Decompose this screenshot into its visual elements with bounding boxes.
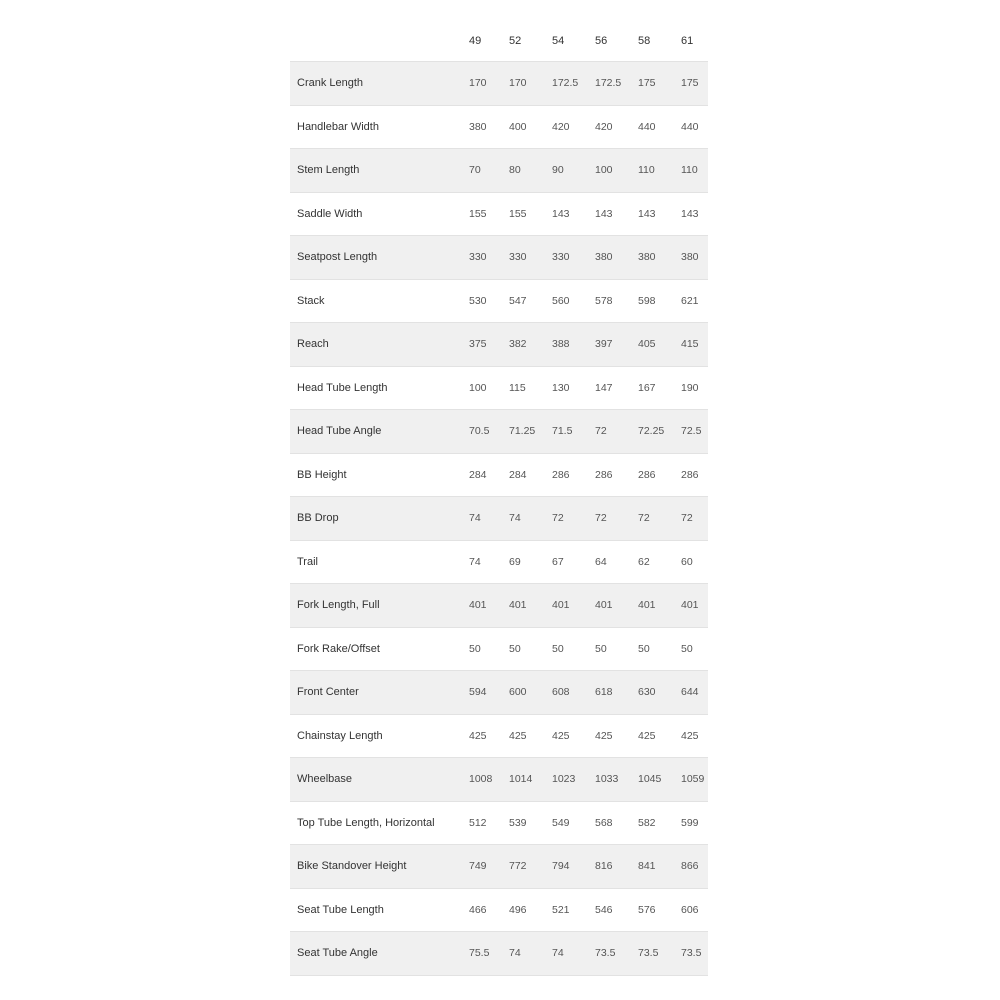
table-cell: 1045 xyxy=(638,773,662,786)
size-header-5: 61 xyxy=(681,34,694,47)
table-cell: 72 xyxy=(595,512,607,525)
table-cell: 286 xyxy=(595,468,613,481)
table-cell: 70 xyxy=(469,164,481,177)
table-cell: 630 xyxy=(638,686,656,699)
table-cell: 72 xyxy=(681,512,693,525)
table-cell: 425 xyxy=(552,729,570,742)
table-cell: 401 xyxy=(681,599,699,612)
table-cell: 382 xyxy=(509,338,527,351)
table-cell: 401 xyxy=(552,599,570,612)
row-label: Crank Length xyxy=(297,77,364,90)
table-cell: 425 xyxy=(638,729,656,742)
size-header-1: 52 xyxy=(509,34,522,47)
row-label: Stack xyxy=(297,294,325,307)
table-cell: 400 xyxy=(509,120,527,133)
table-cell: 72.5 xyxy=(681,425,702,438)
table-cell: 72 xyxy=(552,512,564,525)
table-cell: 75.5 xyxy=(469,947,490,960)
table-cell: 599 xyxy=(681,816,699,829)
table-cell: 50 xyxy=(638,642,650,655)
table-cell: 425 xyxy=(469,729,487,742)
table-row xyxy=(290,758,708,802)
table-cell: 100 xyxy=(469,381,487,394)
row-label: BB Drop xyxy=(297,512,339,525)
table-cell: 73.5 xyxy=(595,947,616,960)
table-cell: 1059 xyxy=(681,773,705,786)
row-label: Head Tube Length xyxy=(297,381,388,394)
table-cell: 100 xyxy=(595,164,613,177)
table-cell: 74 xyxy=(552,947,564,960)
row-label: Front Center xyxy=(297,686,359,699)
table-cell: 50 xyxy=(469,642,481,655)
table-row xyxy=(290,541,708,585)
table-cell: 866 xyxy=(681,860,699,873)
table-row xyxy=(290,584,708,628)
table-cell: 190 xyxy=(681,381,699,394)
table-row xyxy=(290,454,708,498)
table-cell: 330 xyxy=(509,251,527,264)
table-cell: 547 xyxy=(509,294,527,307)
table-row xyxy=(290,628,708,672)
table-cell: 143 xyxy=(595,207,613,220)
table-cell: 286 xyxy=(681,468,699,481)
row-label: Seatpost Length xyxy=(297,251,378,264)
table-row xyxy=(290,410,708,454)
row-label: Top Tube Length, Horizontal xyxy=(297,816,435,829)
table-row xyxy=(290,236,708,280)
table-cell: 1033 xyxy=(595,773,619,786)
table-cell: 70.5 xyxy=(469,425,490,438)
table-cell: 71.5 xyxy=(552,425,573,438)
table-cell: 415 xyxy=(681,338,699,351)
table-cell: 74 xyxy=(509,512,521,525)
table-cell: 606 xyxy=(681,903,699,916)
table-cell: 155 xyxy=(469,207,487,220)
table-cell: 286 xyxy=(638,468,656,481)
table-row xyxy=(290,715,708,759)
table-cell: 375 xyxy=(469,338,487,351)
size-header-row xyxy=(290,20,708,62)
table-cell: 74 xyxy=(469,555,481,568)
table-cell: 175 xyxy=(681,77,699,90)
row-label: Handlebar Width xyxy=(297,120,379,133)
table-cell: 50 xyxy=(552,642,564,655)
table-cell: 284 xyxy=(509,468,527,481)
size-header-0: 49 xyxy=(469,34,482,47)
row-label: Head Tube Angle xyxy=(297,425,382,438)
table-cell: 841 xyxy=(638,860,656,873)
table-row xyxy=(290,497,708,541)
table-cell: 67 xyxy=(552,555,564,568)
table-row xyxy=(290,323,708,367)
table-cell: 440 xyxy=(638,120,656,133)
table-row xyxy=(290,845,708,889)
table-cell: 110 xyxy=(638,164,655,177)
table-cell: 110 xyxy=(681,164,698,177)
table-cell: 608 xyxy=(552,686,570,699)
table-cell: 521 xyxy=(552,903,570,916)
row-label: Stem Length xyxy=(297,164,360,177)
table-cell: 64 xyxy=(595,555,607,568)
row-label: Fork Rake/Offset xyxy=(297,642,380,655)
table-cell: 749 xyxy=(469,860,487,873)
table-cell: 62 xyxy=(638,555,650,568)
table-cell: 143 xyxy=(681,207,699,220)
table-cell: 286 xyxy=(552,468,570,481)
table-cell: 380 xyxy=(469,120,487,133)
table-cell: 401 xyxy=(595,599,613,612)
table-cell: 420 xyxy=(595,120,613,133)
table-row xyxy=(290,932,708,976)
table-cell: 115 xyxy=(509,381,526,394)
row-label: Wheelbase xyxy=(297,773,353,786)
table-cell: 644 xyxy=(681,686,699,699)
table-cell: 568 xyxy=(595,816,613,829)
table-cell: 72.25 xyxy=(638,425,665,438)
table-cell: 1014 xyxy=(509,773,533,786)
table-cell: 143 xyxy=(552,207,570,220)
table-cell: 380 xyxy=(595,251,613,264)
table-cell: 546 xyxy=(595,903,613,916)
table-row xyxy=(290,367,708,411)
table-cell: 1023 xyxy=(552,773,576,786)
table-cell: 576 xyxy=(638,903,656,916)
table-cell: 401 xyxy=(469,599,487,612)
table-row xyxy=(290,62,708,106)
table-cell: 621 xyxy=(681,294,699,307)
row-label: Saddle Width xyxy=(297,207,363,220)
table-cell: 284 xyxy=(469,468,487,481)
table-cell: 73.5 xyxy=(681,947,702,960)
size-header-3: 56 xyxy=(595,34,608,47)
table-cell: 73.5 xyxy=(638,947,659,960)
table-cell: 466 xyxy=(469,903,487,916)
table-row xyxy=(290,106,708,150)
table-row xyxy=(290,671,708,715)
table-cell: 401 xyxy=(509,599,527,612)
table-cell: 397 xyxy=(595,338,613,351)
table-cell: 147 xyxy=(595,381,613,394)
row-label: Bike Standover Height xyxy=(297,860,407,873)
table-cell: 598 xyxy=(638,294,656,307)
table-cell: 405 xyxy=(638,338,656,351)
table-cell: 143 xyxy=(638,207,656,220)
table-cell: 60 xyxy=(681,555,693,568)
table-cell: 74 xyxy=(469,512,481,525)
table-cell: 330 xyxy=(552,251,570,264)
row-label: Seat Tube Length xyxy=(297,903,384,916)
table-cell: 175 xyxy=(638,77,656,90)
table-cell: 420 xyxy=(552,120,570,133)
table-cell: 90 xyxy=(552,164,564,177)
table-cell: 425 xyxy=(681,729,699,742)
table-cell: 440 xyxy=(681,120,699,133)
table-cell: 1008 xyxy=(469,773,493,786)
table-cell: 618 xyxy=(595,686,613,699)
table-cell: 794 xyxy=(552,860,570,873)
geometry-table xyxy=(290,20,708,976)
table-cell: 530 xyxy=(469,294,487,307)
table-row xyxy=(290,280,708,324)
table-cell: 330 xyxy=(469,251,487,264)
table-cell: 388 xyxy=(552,338,570,351)
table-cell: 167 xyxy=(638,381,656,394)
table-cell: 50 xyxy=(681,642,693,655)
table-cell: 71.25 xyxy=(509,425,536,438)
table-row xyxy=(290,802,708,846)
table-cell: 72 xyxy=(638,512,650,525)
table-cell: 549 xyxy=(552,816,570,829)
table-cell: 425 xyxy=(595,729,613,742)
size-header-4: 58 xyxy=(638,34,651,47)
row-label: Reach xyxy=(297,338,329,351)
table-cell: 772 xyxy=(509,860,527,873)
table-cell: 155 xyxy=(509,207,527,220)
table-cell: 578 xyxy=(595,294,613,307)
table-cell: 496 xyxy=(509,903,527,916)
table-row xyxy=(290,149,708,193)
table-cell: 172.5 xyxy=(595,77,622,90)
table-cell: 380 xyxy=(681,251,699,264)
row-label: Chainstay Length xyxy=(297,729,383,742)
table-cell: 582 xyxy=(638,816,656,829)
table-cell: 170 xyxy=(469,77,487,90)
table-cell: 80 xyxy=(509,164,521,177)
table-cell: 401 xyxy=(638,599,656,612)
table-cell: 72 xyxy=(595,425,607,438)
table-row xyxy=(290,193,708,237)
table-cell: 539 xyxy=(509,816,527,829)
table-cell: 172.5 xyxy=(552,77,579,90)
size-header-2: 54 xyxy=(552,34,565,47)
table-cell: 512 xyxy=(469,816,487,829)
table-cell: 170 xyxy=(509,77,527,90)
table-cell: 816 xyxy=(595,860,613,873)
geometry-rows xyxy=(290,62,708,976)
table-row xyxy=(290,889,708,933)
table-cell: 380 xyxy=(638,251,656,264)
row-label: Trail xyxy=(297,555,318,568)
table-cell: 130 xyxy=(552,381,570,394)
table-cell: 74 xyxy=(509,947,521,960)
table-cell: 50 xyxy=(509,642,521,655)
table-cell: 69 xyxy=(509,555,521,568)
row-label: Fork Length, Full xyxy=(297,599,380,612)
table-cell: 600 xyxy=(509,686,527,699)
row-label: Seat Tube Angle xyxy=(297,947,378,960)
table-cell: 50 xyxy=(595,642,607,655)
table-cell: 425 xyxy=(509,729,527,742)
row-label: BB Height xyxy=(297,468,347,481)
table-cell: 560 xyxy=(552,294,570,307)
table-cell: 594 xyxy=(469,686,487,699)
